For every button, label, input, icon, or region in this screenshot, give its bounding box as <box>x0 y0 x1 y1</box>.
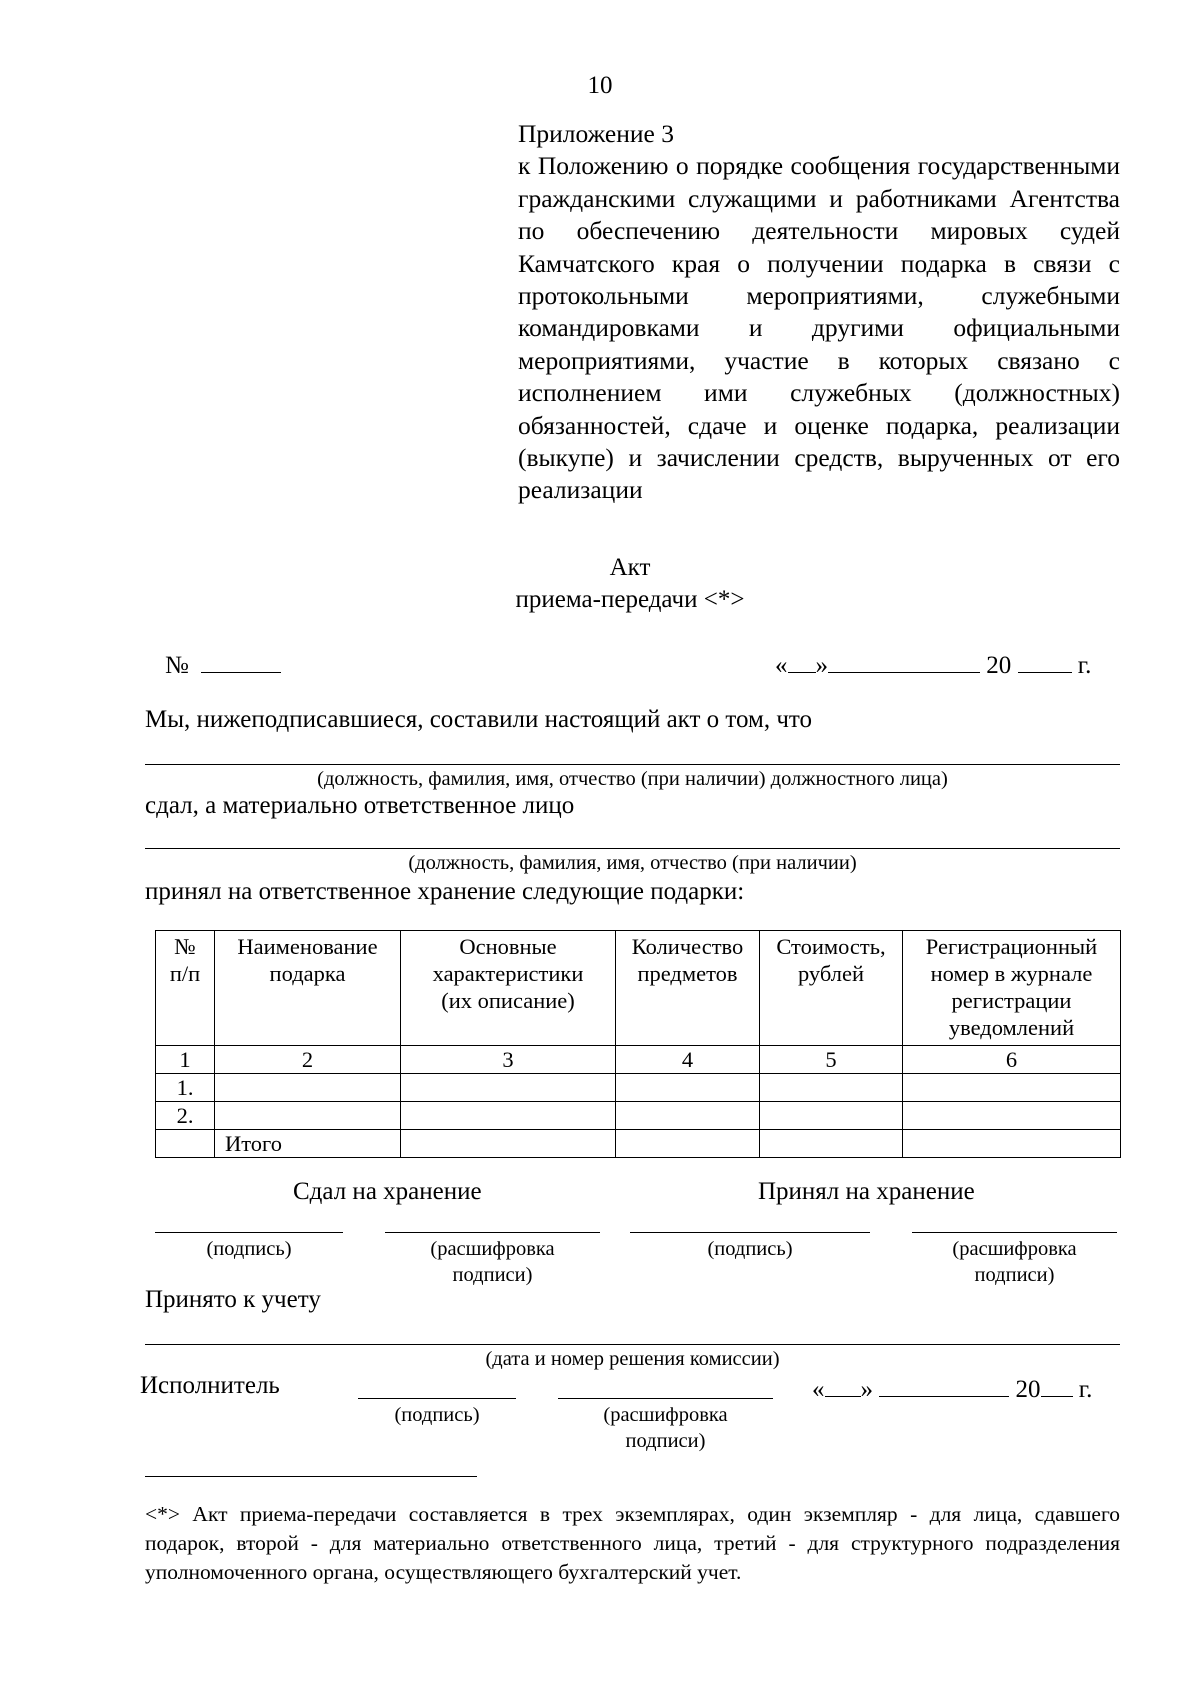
footnote-text: <*> Акт приема-передачи составляется в трех экземплярах, один экземпляр - для лица, сдавшего подарок, второй - для материально ответственного лица, третий - для структурного подразделения уполномоченного органа, осуществляющего бухгалтерский учет. <box>145 1502 1120 1584</box>
official-caption: (должность, фамилия, имя, отчество (при наличии) должностного лица) <box>317 768 948 790</box>
commission-caption: (дата и номер решения комиссии) <box>485 1348 780 1370</box>
year-blank <box>1018 648 1072 673</box>
intro-text: Мы, нижеподписавшиеся, составили настоящий акт о том, что <box>145 706 813 733</box>
year-blank <box>1041 1372 1073 1397</box>
table-cell <box>156 1130 215 1158</box>
table-cell <box>616 1074 760 1102</box>
handed-decoding-line <box>385 1232 600 1233</box>
received-signature-caption: (подпись) <box>707 1238 793 1260</box>
column-number: 6 <box>903 1046 1121 1074</box>
header-number: № п/п <box>156 931 215 1046</box>
act-date <box>775 648 1091 680</box>
column-number: 3 <box>401 1046 616 1074</box>
table-cell <box>903 1074 1121 1102</box>
received-signature-line <box>630 1232 870 1233</box>
received-decoding-line <box>912 1232 1117 1233</box>
accepted-text: принял на ответственное хранение следующие подарки: <box>145 878 745 905</box>
responsible-caption: (должность, фамилия, имя, отчество (при наличии) <box>408 852 857 874</box>
executor-decoding-line <box>558 1398 773 1399</box>
received-decoding-caption: (расшифровка подписи) <box>952 1238 1077 1286</box>
row-number: 2. <box>156 1102 215 1130</box>
date-close-quote: » <box>815 652 828 679</box>
handed-signature-caption: (подпись) <box>206 1238 292 1260</box>
number-blank <box>201 648 281 673</box>
handed-over-text: сдал, а материально ответственное лицо <box>145 792 575 819</box>
header-quantity: Количество предметов <box>616 931 760 1046</box>
table-cell <box>760 1130 903 1158</box>
date-close-quote: » <box>860 1376 873 1403</box>
table-cell <box>401 1102 616 1130</box>
table-cell <box>401 1130 616 1158</box>
table-row <box>156 1102 1121 1130</box>
executor-signature-caption: (подпись) <box>394 1404 480 1426</box>
executor-date <box>812 1372 1092 1404</box>
year-prefix: 20 <box>1015 1376 1041 1403</box>
handed-signature-line <box>155 1232 343 1233</box>
year-suffix: г. <box>1078 1376 1093 1403</box>
received-label: Принял на хранение <box>758 1178 975 1205</box>
header-registration: Регистрационный номер в журнале регистрации уведомлений <box>903 931 1121 1046</box>
table-column-numbers-row <box>156 1046 1121 1074</box>
date-open-quote: « <box>812 1376 825 1403</box>
table-header-row <box>156 931 1121 1046</box>
table-cell <box>401 1074 616 1102</box>
commission-line <box>145 1344 1120 1345</box>
official-line <box>145 764 1120 765</box>
total-label: Итого <box>215 1130 401 1158</box>
day-blank <box>825 1372 861 1397</box>
handed-decoding-caption: (расшифровка подписи) <box>430 1238 555 1286</box>
executor-signature-line <box>358 1398 516 1399</box>
number-label: № <box>165 652 189 679</box>
column-number: 1 <box>156 1046 215 1074</box>
responsible-line <box>145 848 1120 849</box>
column-number: 5 <box>760 1046 903 1074</box>
date-open-quote: « <box>775 652 788 679</box>
day-blank <box>788 648 816 673</box>
table-cell <box>903 1130 1121 1158</box>
table-cell <box>215 1102 401 1130</box>
registered-label: Принято к учету <box>145 1286 321 1313</box>
handed-label: Сдал на хранение <box>293 1178 482 1205</box>
act-title <box>0 552 1200 616</box>
footnote-separator <box>145 1476 477 1477</box>
act-title-line1: Акт <box>609 554 651 581</box>
month-blank <box>879 1372 1009 1397</box>
gifts-table <box>155 930 1121 1158</box>
header-characteristics: Основные характеристики (их описание) <box>401 931 616 1046</box>
appendix-text: к Положению о порядке сообщения государственными гражданскими служащими и работниками Агентства по обеспечению деятельности мировых судей Камчатского края о получении подарка в связи с протокольными мероприятиями, служебными командировками и другими официальными мероприятиями, участие в которых связано с исполнением ими служебных (должностных) обязанностей, сдаче и оценке подарка, реализации (выкупе) и зачислении средств, вырученных от его реализации <box>518 151 1120 505</box>
appendix-block <box>518 118 1120 507</box>
column-number: 2 <box>215 1046 401 1074</box>
header-name: Наименование подарка <box>215 931 401 1046</box>
column-number: 4 <box>616 1046 760 1074</box>
act-title-line2: приема-передачи <*> <box>515 586 745 613</box>
header-cost: Стоимость, рублей <box>760 931 903 1046</box>
table-cell <box>903 1102 1121 1130</box>
month-blank <box>828 648 980 673</box>
row-number: 1. <box>156 1074 215 1102</box>
table-cell <box>760 1102 903 1130</box>
page-number: 10 <box>587 72 613 99</box>
appendix-title: Приложение 3 <box>518 119 674 148</box>
table-cell <box>616 1130 760 1158</box>
year-suffix: г. <box>1077 652 1092 679</box>
table-cell <box>215 1074 401 1102</box>
year-prefix: 20 <box>986 652 1012 679</box>
act-number <box>165 648 281 680</box>
table-row <box>156 1074 1121 1102</box>
executor-decoding-caption: (расшифровка подписи) <box>603 1404 728 1452</box>
table-cell <box>760 1074 903 1102</box>
table-total-row <box>156 1130 1121 1158</box>
executor-label: Исполнитель <box>140 1372 280 1399</box>
table-cell <box>616 1102 760 1130</box>
